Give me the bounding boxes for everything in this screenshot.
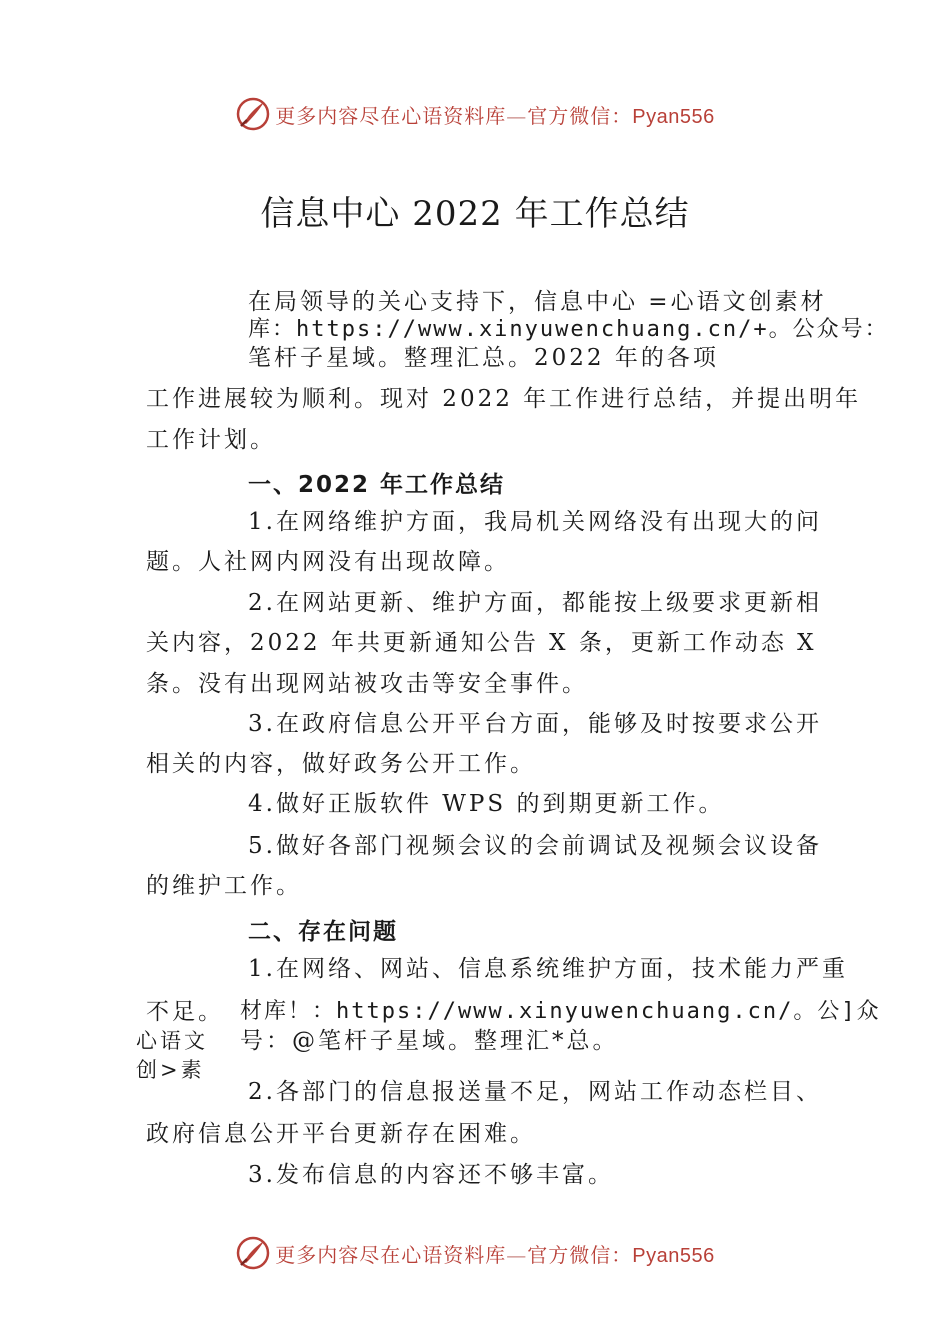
section-heading: 一、2022 年工作总结	[248, 472, 506, 498]
list-item: 的维护工作。	[146, 873, 302, 899]
list-item: 3.发布信息的内容还不够丰富。	[248, 1162, 614, 1188]
list-item: 政府信息公开平台更新存在困难。	[146, 1121, 536, 1147]
intro-line: 工作进展较为顺利。现对 2022 年工作进行总结，并提出明年	[146, 386, 862, 412]
wechat-id: Pyan556	[632, 1244, 715, 1267]
intro-line: 工作计划。	[146, 427, 276, 453]
list-item: 2.在网站更新、维护方面，都能按上级要求更新相	[248, 590, 822, 616]
footer-banner	[0, 1233, 950, 1273]
intro-line: 笔杆子星域。整理汇总。2022 年的各项	[248, 345, 719, 371]
list-item: 题。人社网内网没有出现故障。	[146, 549, 510, 575]
list-item: 2.各部门的信息报送量不足，网站工作动态栏目、	[248, 1079, 822, 1105]
watermark-text: 材库！：https://www.xinyuwenchuang.cn/。公]众	[240, 999, 881, 1024]
list-item: 1.在网络、网站、信息系统维护方面，技术能力严重	[248, 956, 848, 982]
list-item: 相关的内容，做好政务公开工作。	[146, 751, 536, 777]
list-item: 4.做好正版软件 WPS 的到期更新工作。	[248, 791, 725, 817]
list-item: 不足。	[146, 999, 224, 1025]
banner-text: 更多内容尽在心语资料库—官方微信：Pyan556	[275, 103, 715, 128]
list-item: 1.在网络维护方面，我局机关网络没有出现大的问	[248, 509, 822, 535]
banner-text: 更多内容尽在心语资料库—官方微信：Pyan556	[275, 1242, 715, 1267]
list-item: 关内容，2022 年共更新通知公告 X 条，更新工作动态 X	[146, 630, 817, 656]
list-item: 5.做好各部门视频会议的会前调试及视频会议设备	[248, 833, 822, 859]
document-title: 信息中心 2022 年工作总结	[260, 194, 690, 234]
section-heading: 二、存在问题	[248, 919, 398, 945]
wechat-id: Pyan556	[632, 105, 715, 128]
intro-line: 在局领导的关心支持下，信息中心 =心语文创素材	[248, 289, 827, 315]
intro-line: 库：https://www.xinyuwenchuang.cn/+。公众号：	[248, 317, 889, 342]
watermark-text: 创>素	[136, 1058, 205, 1082]
header-banner	[0, 94, 950, 134]
watermark-text: 号：@笔杆子星域。整理汇*总。	[240, 1028, 619, 1054]
watermark-text: 心语文	[136, 1029, 208, 1053]
quill-logo-icon	[235, 1235, 271, 1271]
list-item: 条。没有出现网站被攻击等安全事件。	[146, 671, 588, 697]
quill-logo-icon	[235, 96, 271, 132]
list-item: 3.在政府信息公开平台方面，能够及时按要求公开	[248, 711, 822, 737]
